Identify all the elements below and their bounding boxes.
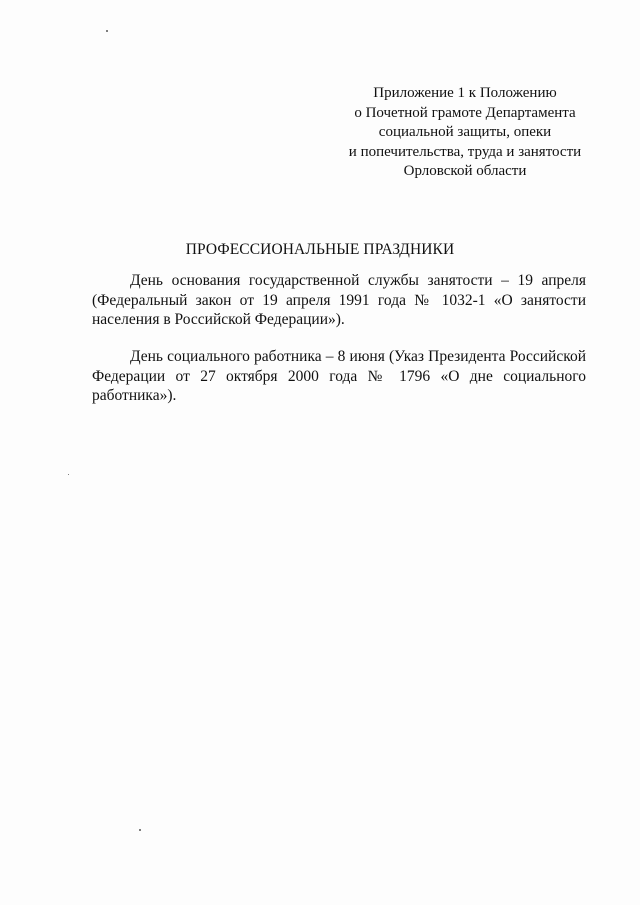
page-title: ПРОФЕССИОНАЛЬНЫЕ ПРАЗДНИКИ [185, 241, 455, 258]
appendix-line: Орловской области [403, 163, 527, 179]
appendix-line: и попечительства, труда и занятости [348, 143, 582, 160]
scan-speck [139, 829, 141, 831]
scan-speck [106, 30, 108, 32]
appendix-line: социальной защиты, опеки [378, 124, 552, 140]
holiday-paragraph-social-worker: День социального работника – 8 июня (Указ Президента Российской Федерации от 27 октября 2000 года № 1796 «О дне социального работника»). [92, 348, 586, 404]
appendix-header [330, 84, 600, 182]
appendix-line: Приложение 1 к Положению [373, 85, 557, 101]
scan-speck [68, 474, 69, 475]
appendix-line: о Почетной грамоте Департамента [354, 104, 576, 121]
holiday-paragraph-employment-service: День основания государственной службы занятости – 19 апреля (Федеральный закон от 19 апреля 1991 года № 1032-1 «О занятости населения в Российской Федерации»). [92, 272, 586, 328]
